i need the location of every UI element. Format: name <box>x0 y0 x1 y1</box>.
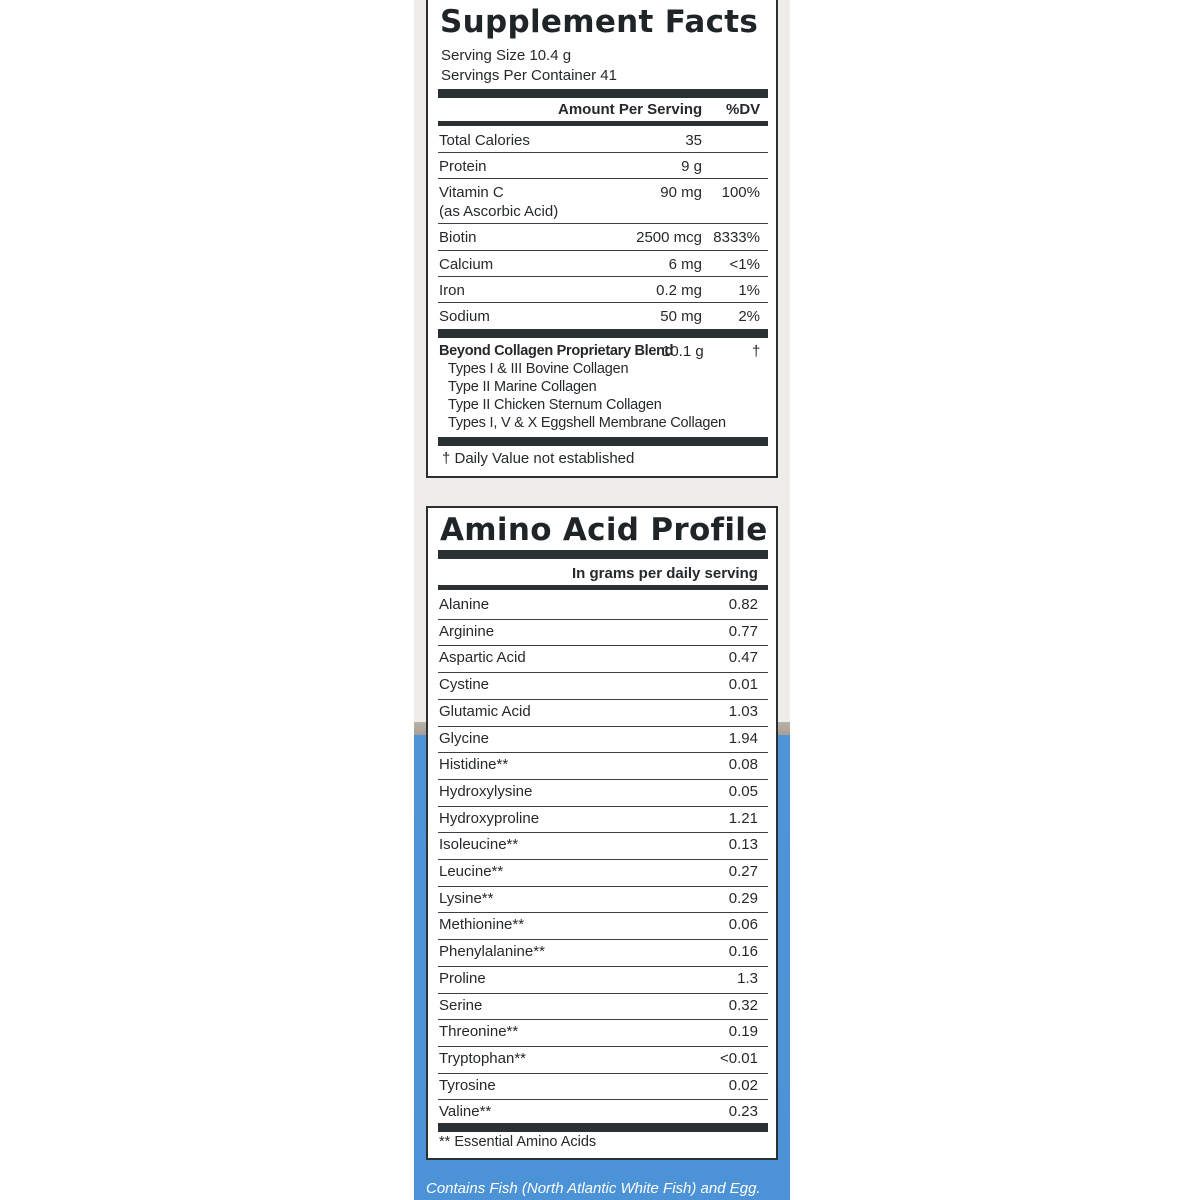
supplement-facts-title: Supplement Facts <box>440 4 759 40</box>
nutrient-amount: 2500 mcg <box>636 229 702 246</box>
row-divider <box>438 993 768 994</box>
amino-value: 0.47 <box>728 649 758 667</box>
row-divider <box>438 1019 768 1020</box>
amino-name: Arginine <box>439 622 495 640</box>
thick-divider <box>438 1123 768 1132</box>
row-divider <box>438 178 768 179</box>
header-amount-per-serving: Amount Per Serving <box>558 101 703 118</box>
nutrient-sub: (as Ascorbic Acid) <box>439 203 559 220</box>
row-divider <box>438 912 768 913</box>
amino-value: 0.06 <box>728 916 758 934</box>
row-divider <box>438 223 768 224</box>
thick-divider <box>438 89 768 98</box>
amino-value: 0.27 <box>728 863 758 880</box>
nutrient-name: Biotin <box>439 229 477 246</box>
dv-footnote: † Daily Value not established <box>442 450 635 467</box>
nutrient-amount: 35 <box>685 132 702 149</box>
row-divider <box>438 250 768 251</box>
thick-divider <box>438 437 768 446</box>
nutrient-dv: <1% <box>729 256 760 273</box>
supplement-facts-panel <box>426 0 778 478</box>
row-divider <box>438 832 768 833</box>
amino-value: 0.29 <box>728 889 758 907</box>
row-divider <box>438 152 768 153</box>
amino-name: Methionine** <box>439 916 525 934</box>
row-divider <box>438 1046 768 1047</box>
serving-size: Serving Size 10.4 g <box>441 47 572 64</box>
amino-value: 0.08 <box>728 756 758 774</box>
amino-value: 0.13 <box>728 836 758 854</box>
row-divider <box>438 886 768 887</box>
amino-acid-profile-title: Amino Acid Profile <box>440 512 768 548</box>
amino-name: Alanine <box>439 596 490 613</box>
blend-dv-symbol: † <box>752 343 761 360</box>
nutrient-amount: 50 mg <box>660 308 702 325</box>
amino-header: In grams per daily serving <box>572 565 758 582</box>
nutrient-name: Vitamin C <box>439 184 504 201</box>
amino-acid-profile-panel <box>426 506 778 1160</box>
amino-name: Hydroxyproline <box>439 809 540 827</box>
row-divider <box>438 726 768 727</box>
amino-name: Phenylalanine** <box>439 943 545 961</box>
blend-component: Types I, V & X Eggshell Membrane Collagen <box>448 415 726 431</box>
blend-component: Type II Marine Collagen <box>448 379 597 395</box>
row-divider <box>438 806 768 807</box>
amino-name: Serine <box>439 996 483 1014</box>
allergen-note: Contains Fish (North Atlantic White Fish) and Egg. <box>426 1180 761 1197</box>
row-divider <box>438 752 768 753</box>
row-divider <box>438 779 768 780</box>
amino-name: Lysine** <box>439 889 494 907</box>
servings-per-container: Servings Per Container 41 <box>441 67 617 84</box>
amino-name: Hydroxylysine <box>439 782 533 800</box>
row-divider <box>438 1099 768 1100</box>
medium-divider <box>438 121 768 126</box>
thick-divider <box>438 550 768 559</box>
blend-component: Type II Chicken Sternum Collagen <box>448 397 662 413</box>
amino-value: 0.01 <box>728 676 758 694</box>
medium-divider <box>438 585 768 590</box>
nutrient-amount: 0.2 mg <box>656 282 702 299</box>
nutrient-name: Protein <box>439 158 487 175</box>
amino-name: Valine** <box>439 1103 492 1121</box>
nutrient-name: Iron <box>439 282 465 299</box>
nutrient-amount: 9 g <box>681 158 702 175</box>
amino-value: 0.16 <box>728 943 758 961</box>
amino-name: Glutamic Acid <box>439 702 531 720</box>
nutrient-name: Calcium <box>439 256 494 273</box>
blend-name: Beyond Collagen Proprietary Blend <box>439 343 674 359</box>
amino-value: 0.77 <box>728 622 758 640</box>
amino-name: Histidine** <box>439 756 509 774</box>
nutrient-amount: 6 mg <box>668 256 702 273</box>
nutrient-dv: 2% <box>738 308 760 325</box>
amino-value: 0.32 <box>728 996 758 1014</box>
essential-footnote: ** Essential Amino Acids <box>439 1134 597 1150</box>
amino-value: 0.02 <box>728 1076 758 1094</box>
nutrient-amount: 90 mg <box>660 184 702 201</box>
thick-divider <box>438 329 768 338</box>
row-divider <box>438 276 768 277</box>
amino-value: 0.19 <box>728 1023 758 1041</box>
amino-name: Cystine <box>439 676 490 694</box>
amino-name: Threonine** <box>439 1023 519 1041</box>
row-divider <box>438 672 768 673</box>
amino-name: Proline <box>439 969 486 987</box>
row-divider <box>438 699 768 700</box>
header-dv: %DV <box>726 101 761 118</box>
amino-value: <0.01 <box>720 1049 758 1067</box>
amino-name: Tyrosine <box>439 1076 496 1094</box>
amino-name: Isoleucine** <box>439 836 519 854</box>
amino-name: Glycine <box>439 729 490 747</box>
amino-value: 0.82 <box>728 596 758 613</box>
row-divider <box>438 302 768 303</box>
row-divider <box>438 859 768 860</box>
row-divider <box>438 939 768 940</box>
blend-amount: 10.1 g <box>662 343 704 360</box>
nutrient-dv: 8333% <box>713 229 760 246</box>
amino-value: 0.23 <box>728 1103 758 1121</box>
amino-value: 1.3 <box>737 969 758 987</box>
row-divider <box>438 645 768 646</box>
amino-value: 1.03 <box>728 702 758 720</box>
amino-value: 0.05 <box>728 782 758 800</box>
row-divider <box>438 966 768 967</box>
nutrient-dv: 1% <box>738 282 760 299</box>
nutrient-name: Sodium <box>439 308 490 325</box>
nutrient-name: Total Calories <box>439 132 530 149</box>
blend-component: Types I & III Bovine Collagen <box>448 361 629 377</box>
amino-value: 1.21 <box>728 809 758 827</box>
amino-name: Aspartic Acid <box>439 649 526 667</box>
nutrient-dv: 100% <box>721 184 760 201</box>
amino-name: Tryptophan** <box>439 1049 526 1067</box>
amino-name: Leucine** <box>439 863 504 880</box>
amino-value: 1.94 <box>728 729 758 747</box>
row-divider <box>438 1073 768 1074</box>
row-divider <box>438 619 768 620</box>
